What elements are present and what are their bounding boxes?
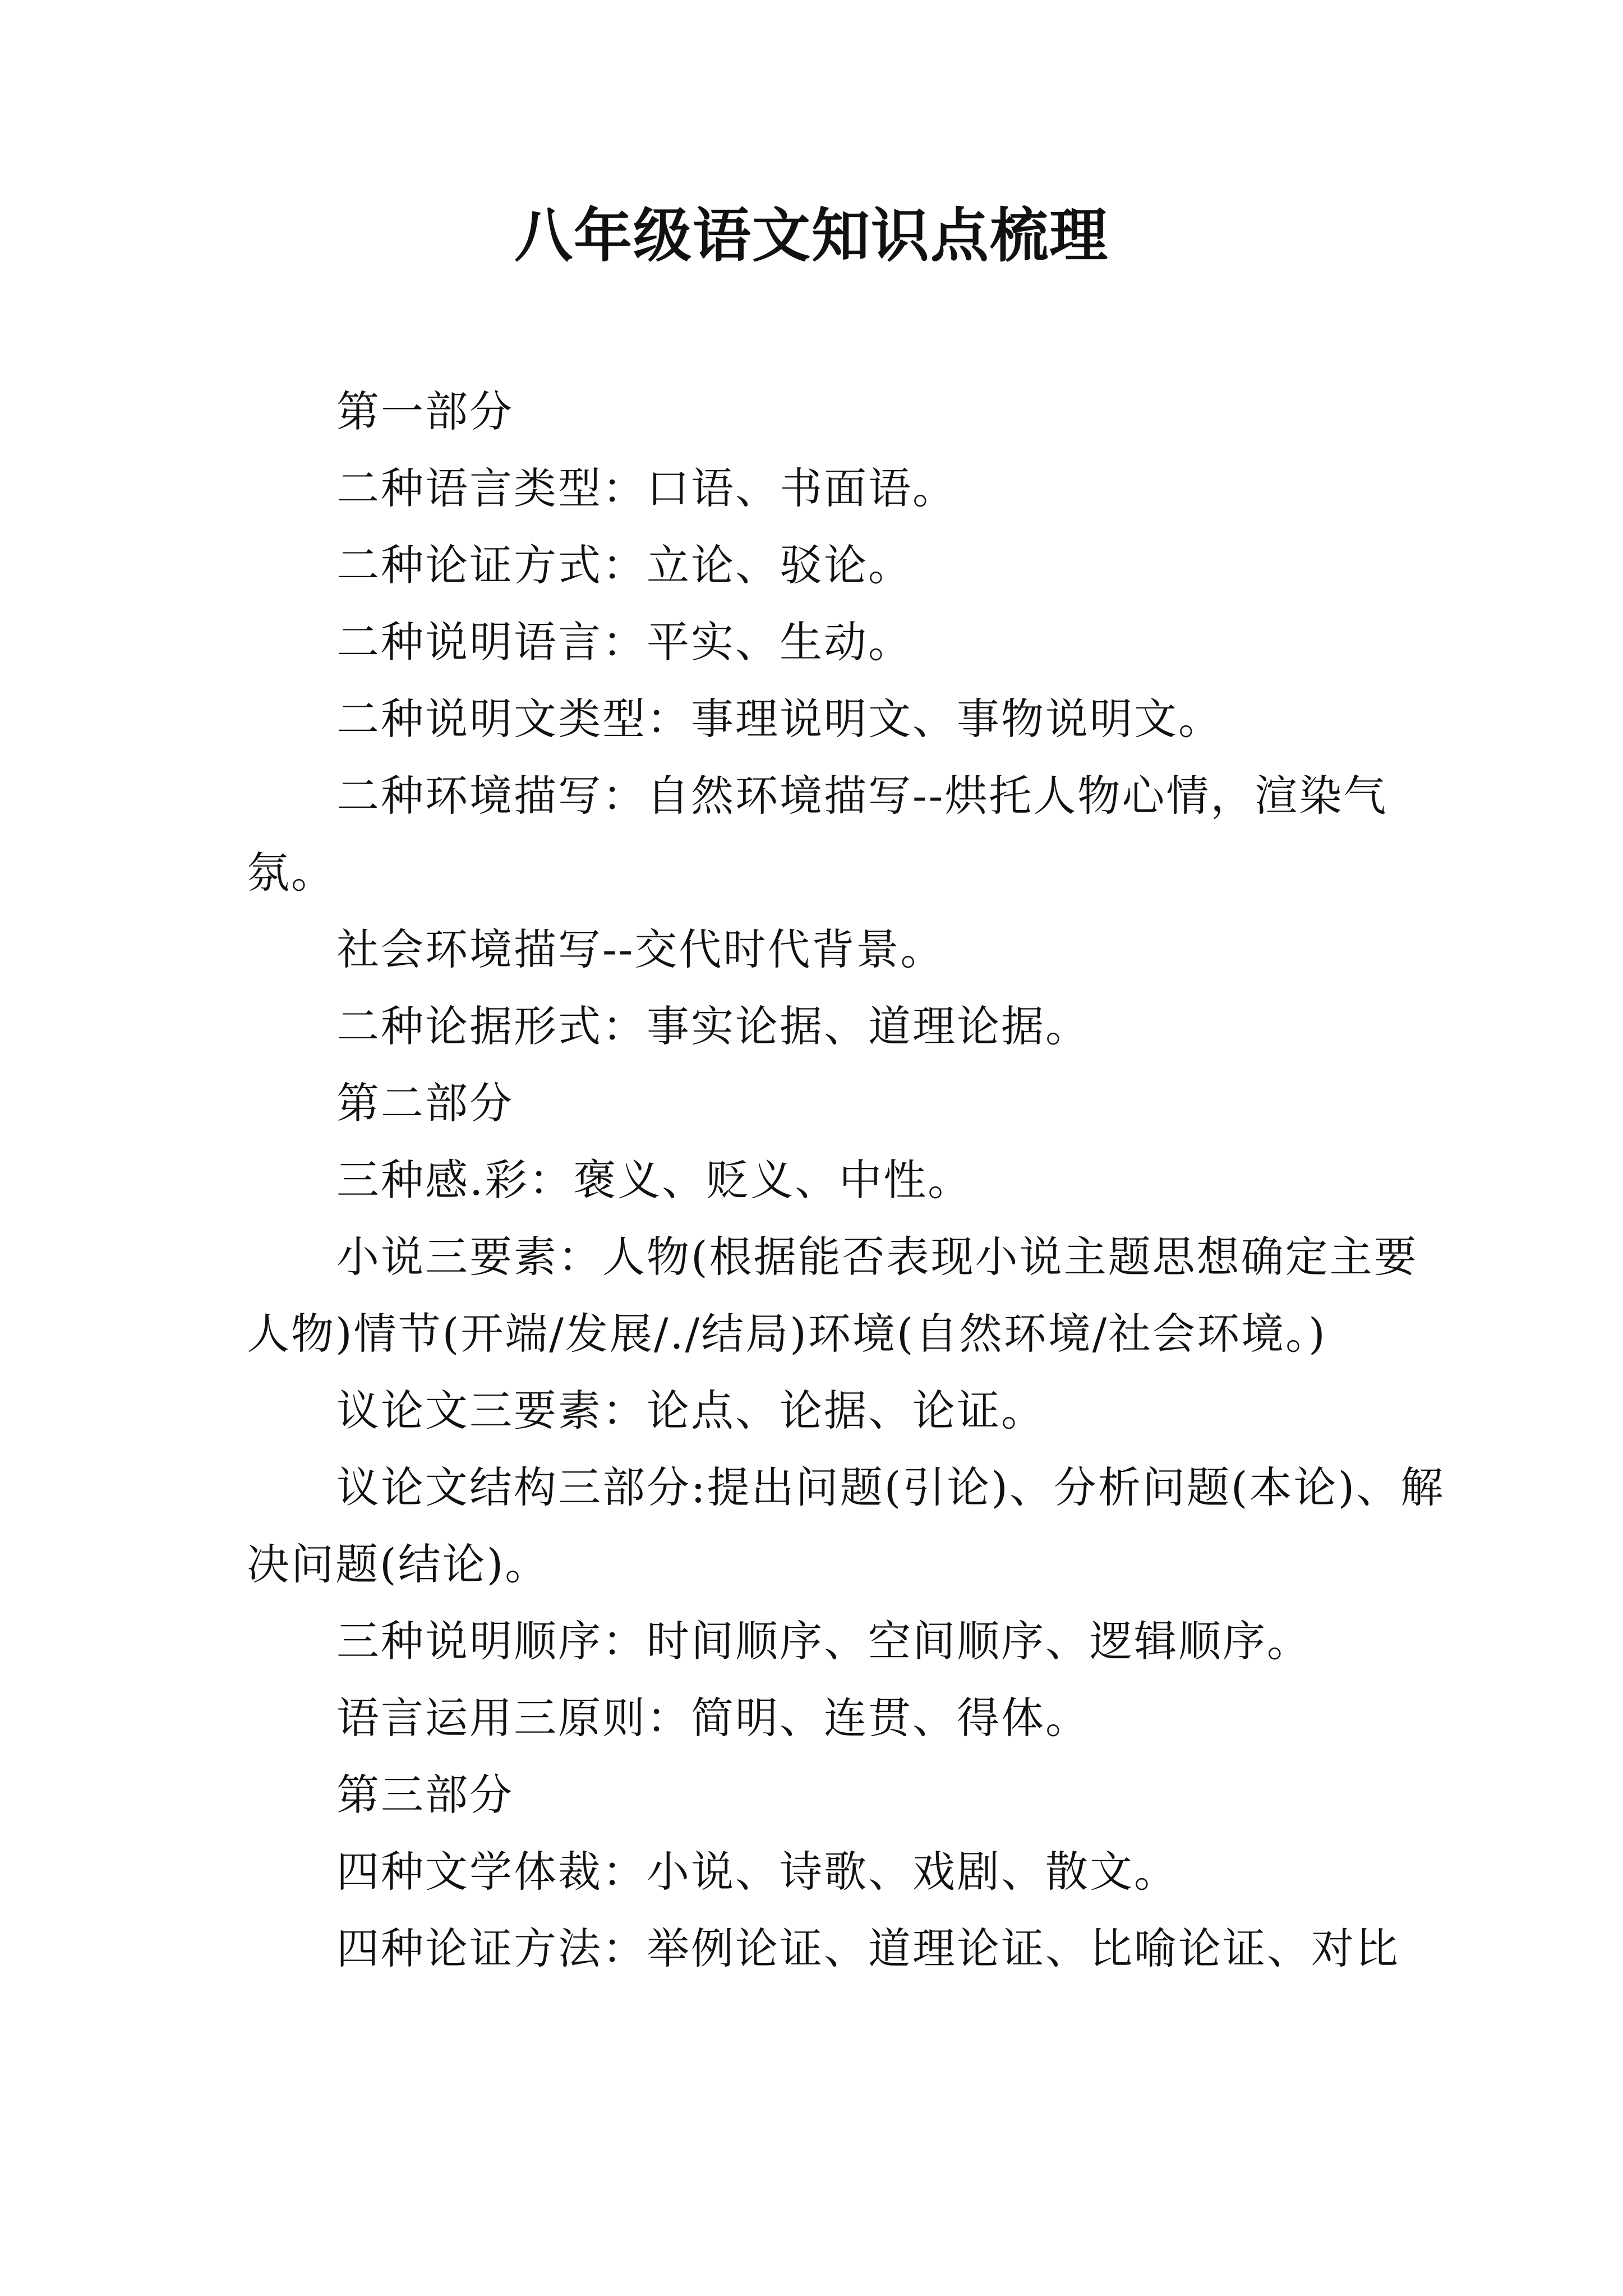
paragraph: 社会环境描写--交代时代背景。 (336, 924, 945, 974)
paragraph: 二种论证方式：立论、驳论。 (336, 540, 912, 590)
paragraph: 小说三要素：人物(根据能否表现小说主题思想确定主要人物)情节(开端/发展/./结局)环境(自然环境/社会环境。) (247, 1232, 1418, 1359)
paragraph: 二种论据形式：事实论据、道理论据。 (336, 1001, 1090, 1051)
paragraph: 二种说明文类型：事理说明文、事物说明文。 (336, 694, 1223, 744)
section-heading-1: 第一部分 (336, 386, 514, 436)
document-body (247, 373, 1447, 1987)
document-title: 八年级语文知识点梳理 (514, 201, 1109, 270)
paragraph: 议论文结构三部分:提出问题(引论)、分析问题(本论)、解决问题(结论)。 (247, 1462, 1445, 1589)
paragraph: 三种说明顺序：时间顺序、空间顺序、逻辑顺序。 (336, 1616, 1311, 1666)
paragraph: 语言运用三原则：简明、连贯、得体。 (336, 1693, 1090, 1743)
paragraph: 二种语言类型：口语、书面语。 (336, 463, 957, 513)
paragraph: 二种说明语言：平实、生动。 (336, 617, 912, 667)
paragraph: 三种感.彩：褒义、贬义、中性。 (336, 1155, 972, 1205)
section-heading-2: 第二部分 (336, 1078, 514, 1128)
paragraph: 四种论证方法：举例论证、道理论证、比喻论证、对比 (336, 1924, 1400, 1973)
paragraph: 议论文三要素：论点、论据、论证。 (336, 1386, 1045, 1435)
paragraph: 二种环境描写：自然环境描写--烘托人物心情，渲染气氛。 (247, 771, 1388, 898)
section-heading-3: 第三部分 (336, 1770, 514, 1820)
paragraph: 四种文学体裁：小说、诗歌、戏剧、散文。 (336, 1847, 1178, 1897)
